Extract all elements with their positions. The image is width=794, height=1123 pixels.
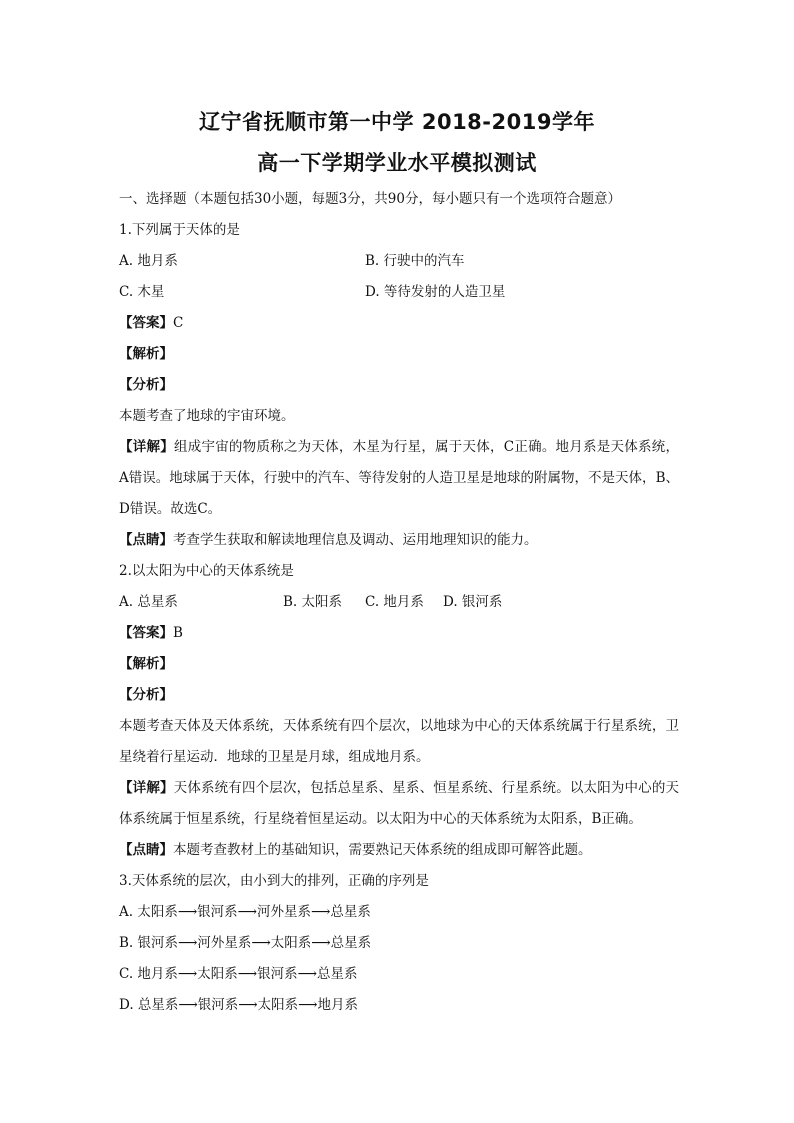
document-title-line-1: 辽宁省抚顺市第一中学 2018-2019学年	[199, 110, 595, 134]
option-a: A. 总星系	[119, 594, 178, 610]
option-row	[119, 587, 679, 618]
detail-paragraph	[119, 432, 679, 525]
detail-label: 【详解】	[119, 439, 174, 455]
comment-text: 本题考查教材上的基础知识，需要熟记天体系统的组成即可解答此题。	[173, 842, 592, 858]
option-c: C. 木星	[119, 284, 165, 300]
option-d: D. 总星系⟶银河系⟶太阳系⟶地月系	[119, 997, 358, 1013]
option-c: C. 地月系	[365, 594, 424, 610]
document-title-line-2: 高一下学期学业水平模拟测试	[257, 151, 537, 175]
fenxi-label: 【分析】	[119, 687, 173, 703]
answer-label: 【答案】	[119, 315, 173, 331]
section-heading: 一、选择题（本题包括30小题，每题3分，共90分，每小题只有一个选项符合题意）	[119, 191, 621, 207]
fenxi-text: 本题考查了地球的宇宙环境。	[119, 408, 295, 424]
detail-text: 天体系统有四个层次，包括总星系、星系、恒星系统、行星系统。以太阳为中心的天体系统属于恒星系统，行星绕着恒星运动。以太阳为中心的天体系统为太阳系，B正确。	[119, 780, 680, 827]
analysis-label: 【解析】	[119, 346, 173, 362]
option-a: A. 太阳系⟶银河系⟶河外星系⟶总星系	[119, 904, 371, 920]
fenxi-text: 本题考查天体及天体系统，天体系统有四个层次，以地球为中心的天体系统属于行星系统，卫星绕着行星运动．地球的卫星是月球，组成地月系。	[119, 718, 679, 765]
detail-paragraph	[119, 773, 679, 835]
comment-label: 【点睛】	[119, 842, 173, 858]
detail-label: 【详解】	[119, 780, 174, 796]
question-stem: 1.下列属于天体的是	[119, 222, 240, 238]
option-b: B. 太阳系	[283, 594, 343, 610]
option-a: A. 地月系	[119, 253, 178, 269]
analysis-label: 【解析】	[119, 656, 173, 672]
answer-value: C	[173, 315, 184, 331]
option-row	[119, 277, 679, 308]
option-c: C. 地月系⟶太阳系⟶银河系⟶总星系	[119, 966, 358, 982]
comment-text: 考查学生获取和解读地理信息及调动、运用地理知识的能力。	[173, 532, 538, 548]
comment-line	[119, 835, 679, 866]
option-row	[119, 246, 679, 277]
answer-line	[119, 618, 679, 649]
option-d: D. 银河系	[443, 594, 503, 610]
detail-text: 组成宇宙的物质称之为天体，木星为行星，属于天体，C正确。地月系是天体系统，A错误。地球属于天体，行驶中的汽车、等待发射的人造卫星是地球的附属物，不是天体，B、D错误。故选C。	[119, 439, 679, 517]
answer-line	[119, 308, 679, 339]
question-stem: 2.以太阳为中心的天体系统是	[119, 563, 294, 579]
document-body	[119, 184, 679, 1021]
option-d: D. 等待发射的人造卫星	[365, 284, 506, 300]
answer-label: 【答案】	[119, 625, 173, 641]
answer-value: B	[173, 625, 183, 641]
question-stem: 3.天体系统的层次，由小到大的排列，正确的序列是	[119, 873, 429, 889]
option-b: B. 银河系⟶河外星系⟶太阳系⟶总星系	[119, 935, 372, 951]
option-b: B. 行驶中的汽车	[365, 253, 465, 269]
fenxi-label: 【分析】	[119, 377, 173, 393]
comment-line	[119, 525, 679, 556]
comment-label: 【点睛】	[119, 532, 173, 548]
